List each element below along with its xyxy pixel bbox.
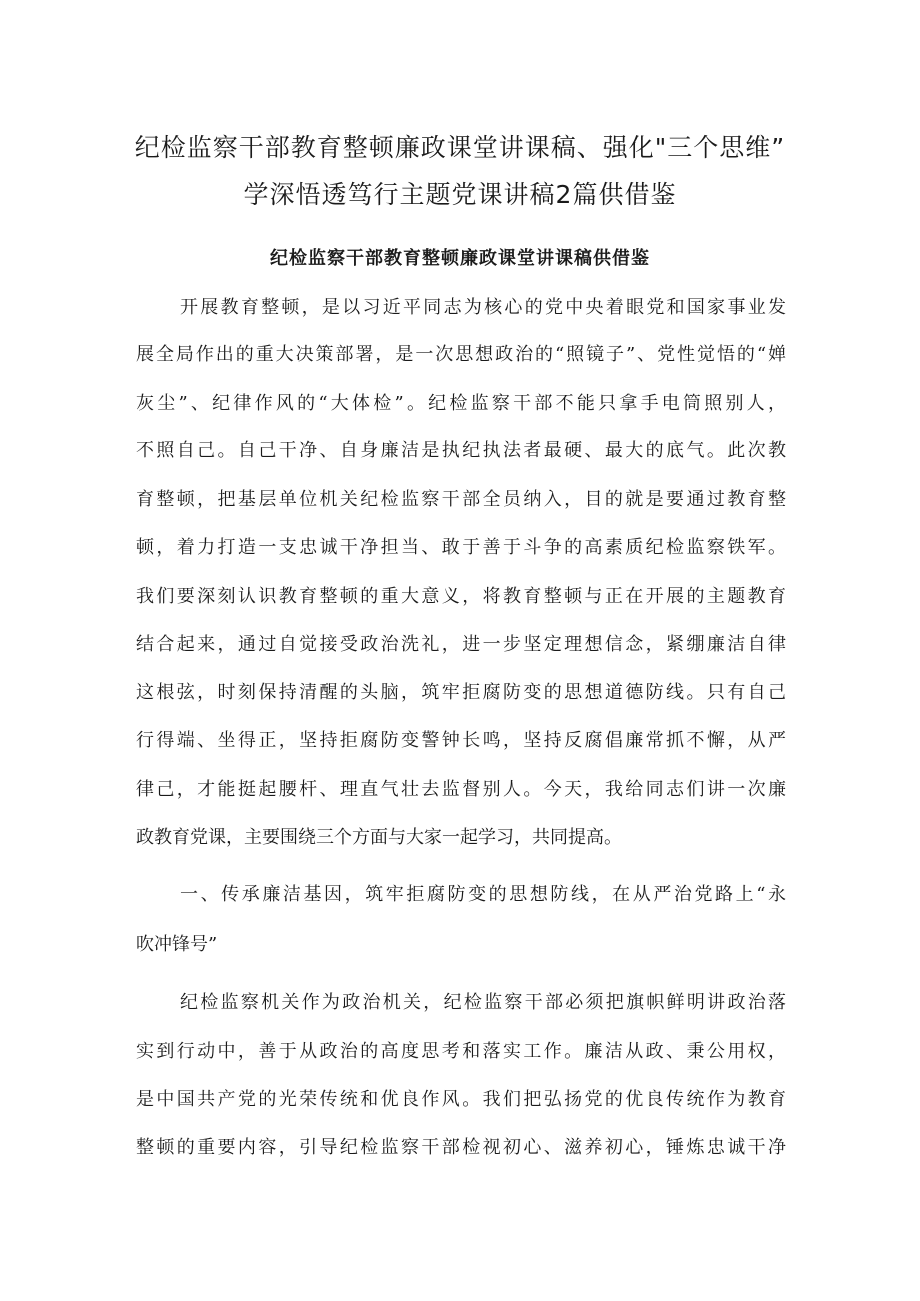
paragraph-1-line-4: 不照自己。自己干净、自身廉洁是执纪执法者最硬、最大的底气。此次教: [136, 440, 786, 461]
paragraph-1-line-5: 育整顿，把基层单位机关纪检监察干部全员纳入，目的就是要通过教育整: [136, 489, 786, 510]
paragraph-1-line-2: 展全局作出的重大决策部署，是一次思想政治的“照镜子”、党性觉悟的“婵: [136, 344, 786, 365]
paragraph-2-line-2: 实到行动中，善于从政治的高度思考和落实工作。廉洁从政、秉公用权，: [136, 1041, 786, 1062]
paragraph-1-line-6: 顿，着力打造一支忠诚干净担当、敢于善于斗争的高素质纪检监察铁军。: [136, 537, 786, 558]
paragraph-2-line-1: 纪检监察机关作为政治机关，纪检监察干部必须把旗帜鲜明讲政治落: [180, 992, 786, 1013]
paragraph-1-line-11: 律己，才能挺起腰杆、理直气壮去监督别人。今天，我给同志们讲一次廉: [136, 779, 786, 800]
paragraph-1-line-1: 开展教育整顿，是以习近平同志为核心的党中央着眼党和国家事业发: [180, 297, 786, 318]
document-title-line-1: 纪检监察干部教育整顿廉政课堂讲课稿、强化"三个思维”: [134, 133, 786, 162]
section-heading-line-2: 吹冲锋号”: [136, 934, 218, 955]
section-heading-line-1: 一、传承廉洁基因，筑牢拒腐防变的思想防线，在从严治党路上“永: [180, 884, 786, 905]
document-title-line-2: 学深悟透笃行主题党课讲稿2篇供借鉴: [243, 180, 677, 209]
paragraph-1-line-12: 政教育党课，主要围绕三个方面与大家一起学习，共同提高。: [136, 827, 622, 848]
paragraph-1-line-3: 灰尘”、纪律作风的“大体检”。纪检监察干部不能只拿手电筒照别人，: [136, 393, 786, 414]
paragraph-2-line-4: 整顿的重要内容，引导纪检监察干部检视初心、滋养初心，锤炼忠诚干净: [136, 1137, 786, 1158]
paragraph-2-line-3: 是中国共产党的光荣传统和优良作风。我们把弘扬党的优良传统作为教育: [136, 1089, 786, 1110]
paragraph-1-line-7: 我们要深刻认识教育整顿的重大意义，将教育整顿与正在开展的主题教育: [136, 586, 786, 607]
paragraph-1-line-9: 这根弦，时刻保持清醒的头脑，筑牢拒腐防变的思想道德防线。只有自己: [136, 682, 786, 703]
paragraph-1-line-10: 行得端、坐得正，坚持拒腐防变警钟长鸣，坚持反腐倡廉常抓不懈，从严: [136, 730, 786, 751]
document-subtitle: 纪检监察干部教育整顿廉政课堂讲课稿供借鉴: [270, 248, 650, 269]
paragraph-1-line-8: 结合起来，通过自觉接受政治洗礼，进一步坚定理想信念，紧绷廉洁自律: [136, 634, 786, 655]
